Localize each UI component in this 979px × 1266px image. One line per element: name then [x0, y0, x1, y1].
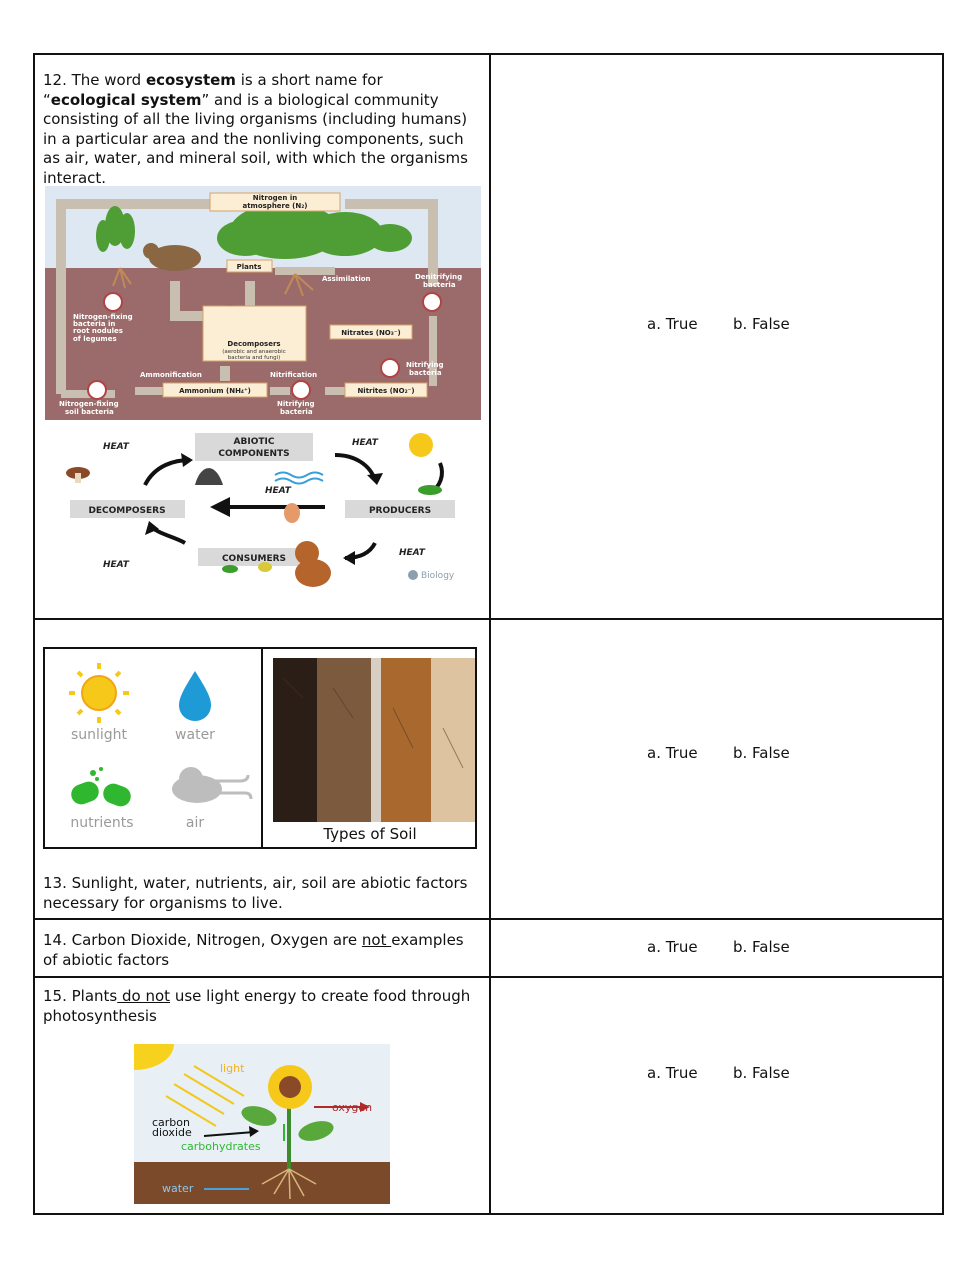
answers-q12: [647, 315, 790, 333]
nc-fixing-root-1: Nitrogen-fixing: [73, 313, 133, 321]
sun-icon: [69, 663, 129, 723]
ps-oxygen: oxygen: [332, 1101, 373, 1114]
nc-decomposers-sub-1: (aerobic and anaerobic: [222, 349, 286, 355]
eco-consumers: CONSUMERS: [221, 554, 287, 564]
nc-assimilation: Assimilation: [322, 275, 371, 283]
label-sunlight: sunlight: [70, 727, 128, 743]
ecosystem-cycle-figure: [45, 425, 481, 590]
answer-true-q15[interactable]: a. True: [647, 1064, 698, 1082]
nc-nitrifying-top-2: bacteria: [409, 369, 442, 377]
nc-ammonium: Ammonium (NH₄⁺): [179, 387, 251, 395]
label-nutrients: nutrients: [70, 815, 134, 831]
answers-q15: [647, 1064, 790, 1082]
row-divider-1: [35, 618, 942, 620]
nc-fixing-root-4: of legumes: [73, 335, 117, 343]
nc-nitrifying-top-1: Nitrifying: [406, 361, 444, 369]
photosynthesis-figure: [134, 1044, 390, 1204]
eco-brand: Biology: [421, 571, 455, 581]
nc-atmosphere-1: Nitrogen in: [252, 194, 298, 202]
answer-true-q12[interactable]: a. True: [647, 315, 698, 333]
eco-heat-5: HEAT: [103, 560, 129, 570]
answer-false-q14[interactable]: b. False: [733, 938, 790, 956]
nc-atmosphere-2: atmosphere (N₂): [242, 202, 308, 210]
eco-heat-4: HEAT: [399, 548, 425, 558]
water-drop-icon: [179, 671, 211, 721]
eco-abiotic-2: COMPONENTS: [218, 449, 290, 459]
nc-fixing-root-2: bacteria in: [73, 320, 116, 328]
nc-nitrites: Nitrites (NO₂⁻): [357, 387, 415, 395]
row-divider-3: [35, 976, 942, 978]
ps-water: water: [162, 1182, 194, 1195]
ps-carbohydrates: carbohydrates: [181, 1140, 261, 1153]
nc-denitrifying-1: Denitrifying: [415, 273, 463, 281]
soil-types-image: [273, 658, 475, 822]
nc-nitrifying-bottom-1: Nitrifying: [277, 400, 315, 408]
nc-denitrifying-2: bacteria: [423, 281, 456, 289]
column-divider: [489, 55, 491, 1213]
eco-abiotic-1: ABIOTIC: [233, 437, 275, 447]
question-15-text: 15. Plants do not use light energy to create food through photosynthesis: [43, 987, 471, 1025]
label-air: air: [185, 815, 205, 831]
eco-decomposers: DECOMPOSERS: [88, 506, 166, 516]
nc-nitrates: Nitrates (NO₃⁻): [341, 329, 401, 337]
row-divider-2: [35, 918, 942, 920]
nc-nitrifying-bottom-2: bacteria: [280, 408, 313, 416]
nitrogen-cycle-figure: [45, 186, 481, 420]
answer-false-q13[interactable]: b. False: [733, 744, 790, 762]
nc-fixing-soil-1: Nitrogen-fixing: [59, 400, 119, 408]
worksheet-table: [33, 53, 944, 1215]
answer-false-q15[interactable]: b. False: [733, 1064, 790, 1082]
question-14-text: 14. Carbon Dioxide, Nitrogen, Oxygen are not examples of abiotic factors: [43, 931, 464, 969]
nc-nitrification: Nitrification: [270, 371, 318, 379]
answer-false-q12[interactable]: b. False: [733, 315, 790, 333]
nc-plants: Plants: [236, 263, 262, 271]
answers-q13: [647, 744, 790, 762]
eco-heat-1: HEAT: [103, 442, 129, 452]
ps-light: light: [220, 1062, 245, 1075]
abiotic-icons: [45, 649, 261, 847]
question-12-text: 12. The word ecosystem is a short name for “ecological system” and is a biological community consisting of all the living organisms (including humans) in a particular area and the nonliving components, such as air, water, and mineral soil, with which the organisms interact.: [43, 71, 468, 187]
answer-true-q14[interactable]: a. True: [647, 938, 698, 956]
eco-producers: PRODUCERS: [368, 506, 432, 516]
answer-true-q13[interactable]: a. True: [647, 744, 698, 762]
ps-carbon-2: dioxide: [152, 1126, 192, 1139]
nc-fixing-root-3: root nodules: [73, 327, 123, 335]
air-cloud-icon: [172, 767, 251, 803]
answers-q14: [647, 938, 790, 956]
nutrients-icon: [68, 767, 133, 809]
label-water: water: [175, 727, 215, 743]
ps-carbon-1: carbon: [152, 1116, 190, 1129]
nc-decomposers-sub-2: bacteria and fungi): [227, 355, 281, 361]
soil-caption: Types of Soil: [323, 825, 417, 843]
nc-fixing-soil-2: soil bacteria: [65, 408, 114, 416]
nc-ammonification: Ammonification: [140, 371, 202, 379]
nc-decomposers: Decomposers: [227, 340, 281, 348]
question-13-text: 13. Sunlight, water, nutrients, air, soil are abiotic factors necessary for organisms to live.: [43, 874, 468, 912]
eco-heat-2: HEAT: [352, 438, 378, 448]
abiotic-factors-panel: [43, 647, 477, 849]
eco-heat-3: HEAT: [265, 486, 291, 496]
